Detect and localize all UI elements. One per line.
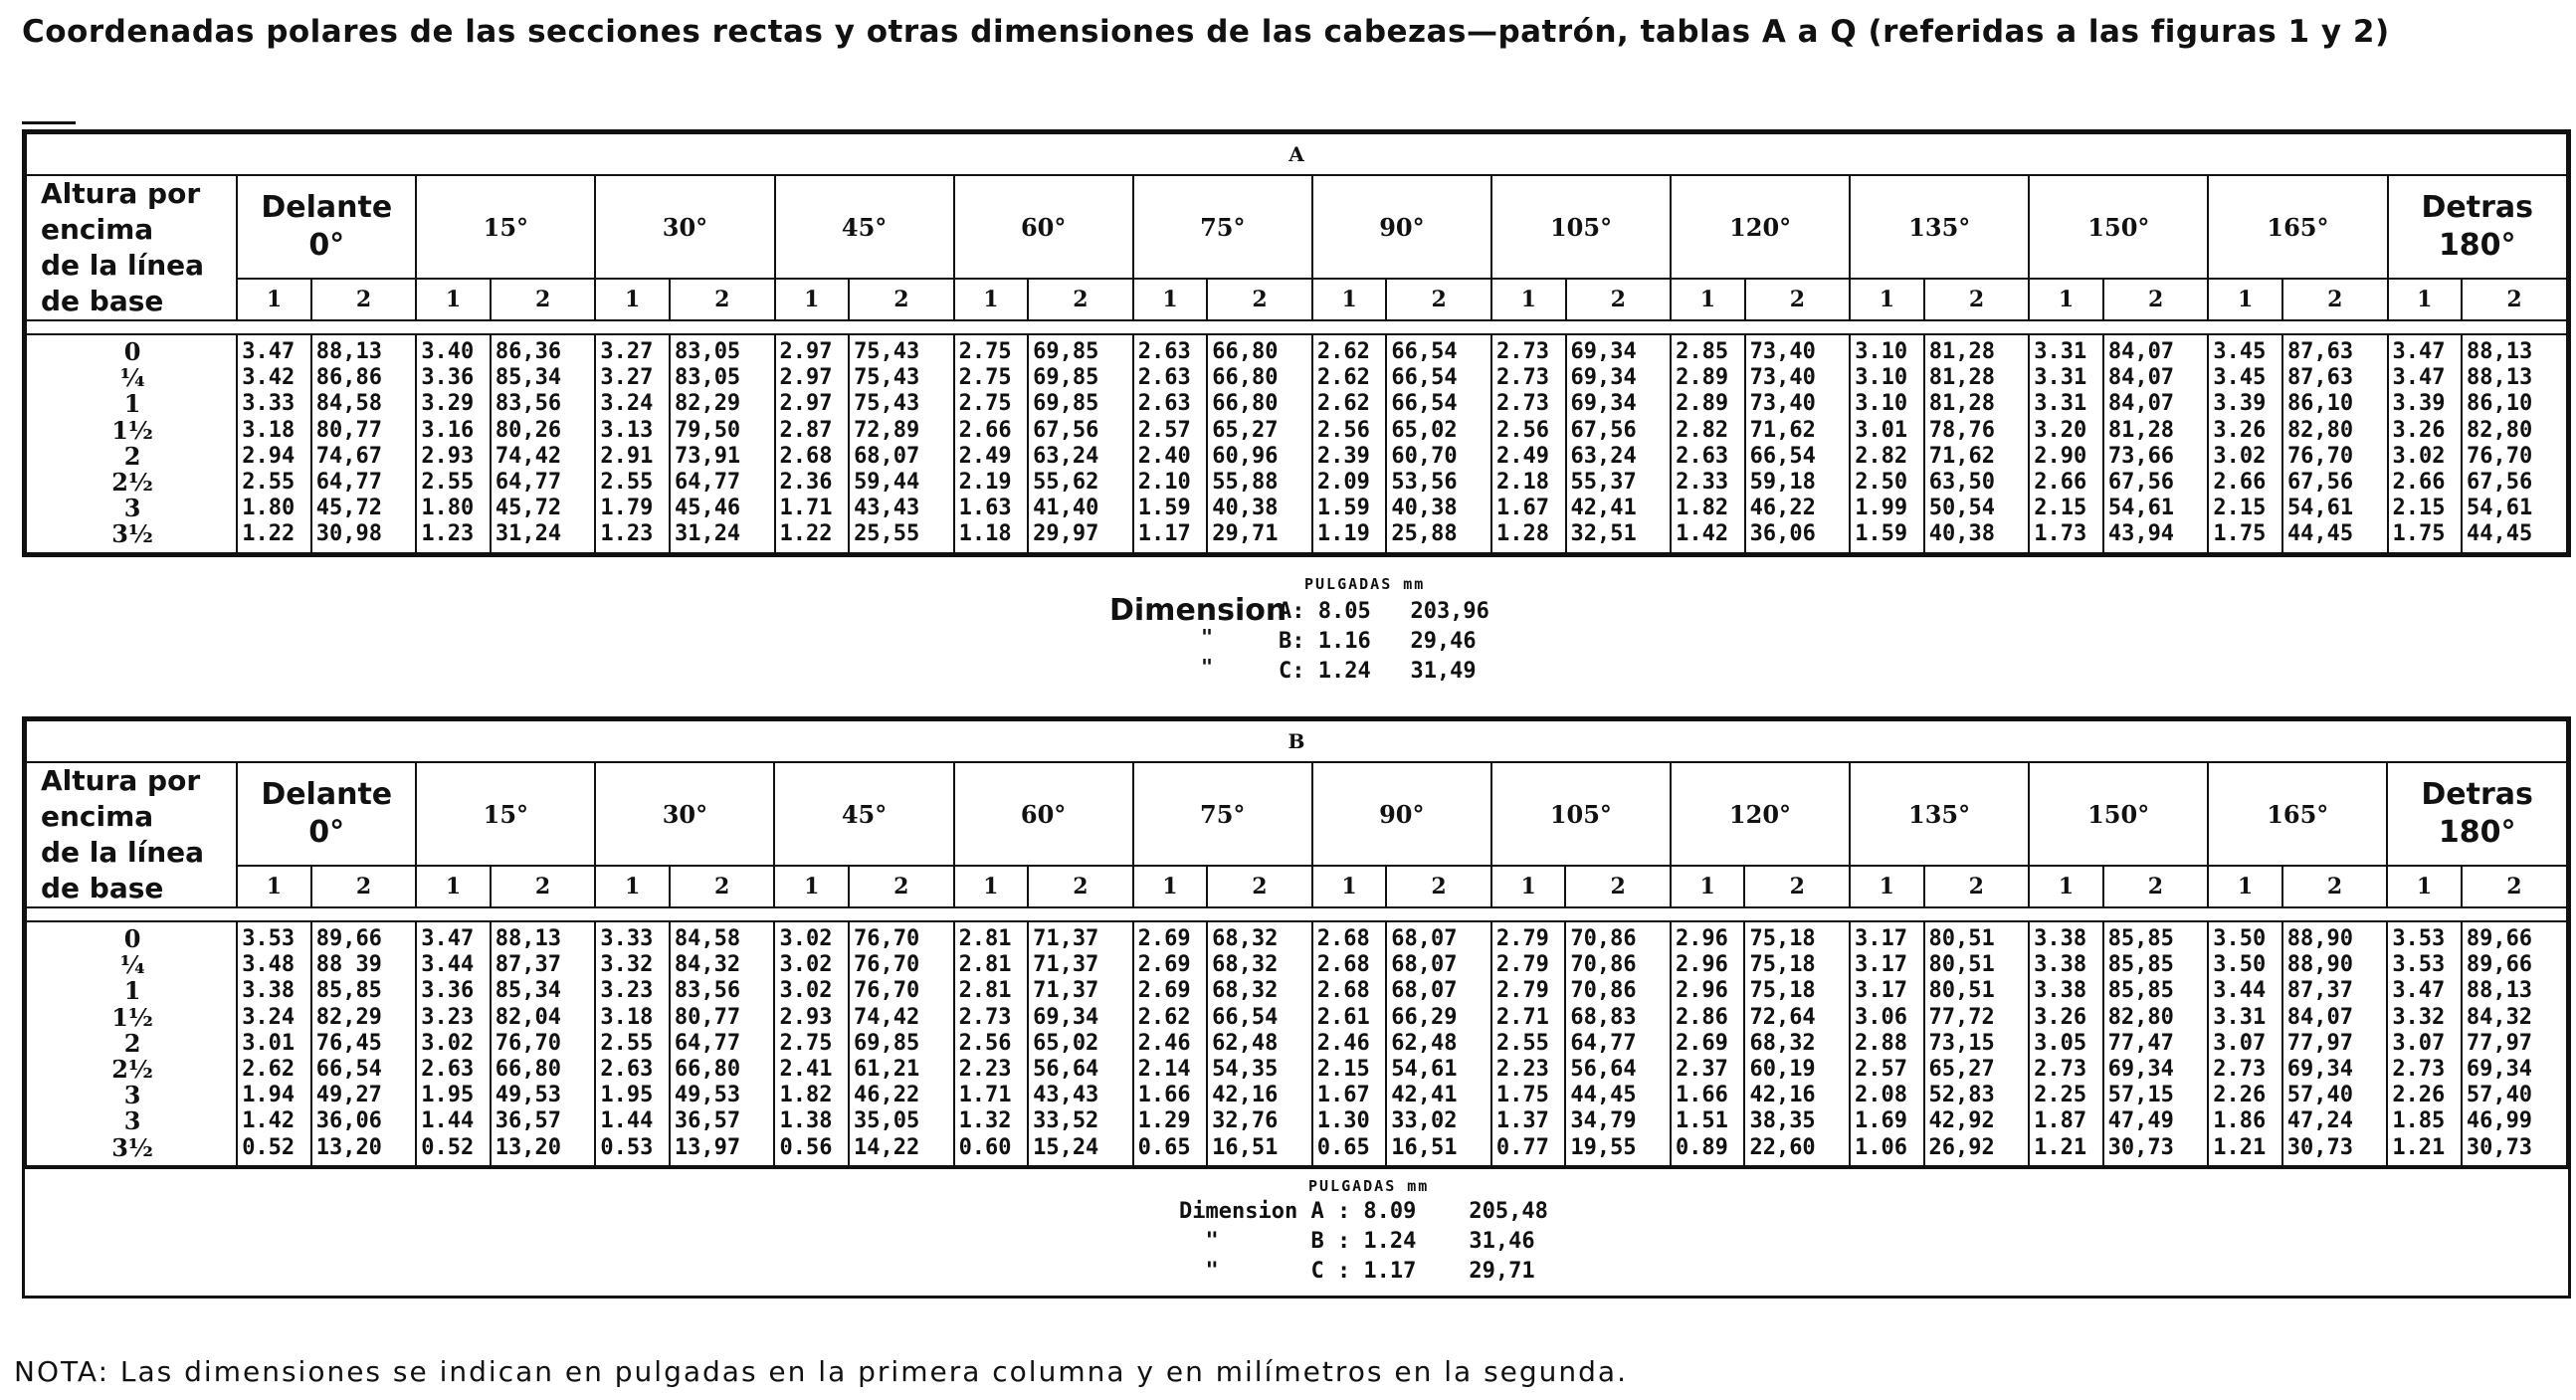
table-a-subheader-inch: 1 [1491, 279, 1566, 320]
table-a [25, 132, 2568, 554]
table-a-subheader-inch: 1 [2208, 279, 2282, 320]
table-b-body-row [26, 921, 2567, 1166]
table-a-letter: A [26, 133, 2567, 175]
table-a-header-angle: 120° [1671, 175, 1850, 279]
table-b-header-angle: 165° [2208, 762, 2387, 866]
table-b-col-inch: 2.69 2.69 2.69 2.62 2.46 2.14 1.66 1.29 0.65 [1133, 921, 1208, 1166]
table-a-col-mm: 69,34 69,34 69,34 67,56 63,24 55,37 42,41 32,51 [1566, 334, 1672, 553]
table-a-col-mm: 86,36 85,34 83,56 80,26 74,42 64,77 45,72 31,24 [491, 334, 596, 553]
table-a-subheader-inch: 1 [775, 279, 850, 320]
table-a-body-row [26, 334, 2567, 553]
table-a-dim-ditto: " [1201, 655, 1214, 679]
table-a-dim-row: B: 1.16 29,46 [1279, 629, 1477, 654]
table-b-subheader-inch: 1 [237, 866, 311, 907]
table-a-col-inch: 2.75 2.75 2.75 2.66 2.49 2.19 1.63 1.18 [954, 334, 1029, 553]
table-a-header-altura [26, 175, 237, 320]
table-b-subheader-inch: 1 [1671, 866, 1745, 907]
table-b-header-angle: 120° [1671, 762, 1850, 866]
table-a-col-inch: 3.10 3.10 3.10 3.01 2.82 2.50 1.99 1.59 [1850, 334, 1924, 553]
table-a-header-back-label: Detras [2421, 190, 2533, 226]
table-b-col-mm: 68,07 68,07 68,07 66,29 62,48 54,61 42,41 33,02 16,51 [1386, 921, 1491, 1166]
table-b-subheader-inch: 1 [1133, 866, 1208, 907]
table-a-dim-row: A: 8.05 203,96 [1279, 599, 1489, 624]
table-b-header-altura [26, 762, 237, 907]
table-b-subheader-mm: 2 [849, 866, 954, 907]
table-b-gap-row [26, 907, 2567, 921]
table-a-header-angle: 105° [1491, 175, 1671, 279]
table-b-col-inch: 3.38 3.38 3.38 3.26 3.05 2.73 2.25 1.87 1.21 [2029, 921, 2103, 1166]
table-b-header-angle: 135° [1850, 762, 2029, 866]
table-a-subheader-mm: 2 [311, 279, 417, 320]
table-a-block [22, 129, 2571, 557]
table-b-subheader-mm: 2 [1744, 866, 1850, 907]
page-title: Coordenadas polares de las secciones rectas y otras dimensiones de las cabezas—patrón, tablas A a Q (referidas a las figuras 1 y 2) [22, 14, 2390, 50]
table-a-col-inch: 2.85 2.89 2.89 2.82 2.63 2.33 1.82 1.42 [1671, 334, 1745, 553]
table-b-col-mm: 85,85 85,85 85,85 82,80 77,47 69,34 57,15 47,49 30,73 [2103, 921, 2209, 1166]
table-a-header-angle: 165° [2208, 175, 2387, 279]
table-b-header-back [2387, 762, 2567, 866]
table-b-col-mm: 75,18 75,18 75,18 72,64 68,32 60,19 42,16 38,35 22,60 [1744, 921, 1850, 1166]
table-b-subheader-mm: 2 [2103, 866, 2209, 907]
table-b-subheader-mm: 2 [311, 866, 417, 907]
table-a-col-mm: 88,13 86,86 84,58 80,77 74,67 64,77 45,72 30,98 [311, 334, 417, 553]
table-b-gap-cell [26, 907, 2567, 921]
table-a-col-inch: 2.62 2.62 2.62 2.56 2.39 2.09 1.59 1.19 [1312, 334, 1387, 553]
table-b-subheader-mm: 2 [1028, 866, 1133, 907]
table-a-col-mm: 81,28 81,28 81,28 78,76 71,62 63,50 50,54 40,38 [1924, 334, 2030, 553]
table-b-col-mm: 84,58 84,32 83,56 80,77 64,77 66,80 49,53 36,57 13,97 [670, 921, 775, 1166]
table-a-subheader-inch: 1 [416, 279, 491, 320]
table-a-col-inch: 3.45 3.45 3.39 3.26 3.02 2.66 2.15 1.75 [2208, 334, 2282, 553]
table-a-header-row [26, 175, 2567, 279]
table-a-col-mm: 73,40 73,40 73,40 71,62 66,54 59,18 46,22 36,06 [1745, 334, 1851, 553]
table-a-col-mm: 88,13 88,13 86,10 82,80 76,70 67,56 54,61 44,45 [2462, 334, 2567, 553]
table-a-subheader-mm: 2 [1207, 279, 1312, 320]
table-a-col-mm: 66,80 66,80 66,80 65,27 60,96 55,88 40,38 29,71 [1207, 334, 1312, 553]
table-a-col-inch: 3.47 3.42 3.33 3.18 2.94 2.55 1.80 1.22 [237, 334, 311, 553]
table-b-col-inch: 3.33 3.32 3.23 3.18 2.55 2.63 1.95 1.44 0.53 [595, 921, 670, 1166]
table-b-header-front-label: Delante [261, 777, 393, 813]
table-a-col-mm: 83,05 83,05 82,29 79,50 73,91 64,77 45,46 31,24 [670, 334, 775, 553]
table-a-col-inch: 3.47 3.47 3.39 3.26 3.02 2.66 2.15 1.75 [2388, 334, 2463, 553]
table-b-col-inch: 3.47 3.44 3.36 3.23 3.02 2.63 1.95 1.44 0.52 [416, 921, 491, 1166]
table-b-subheader-inch: 1 [595, 866, 670, 907]
table-a-subheader-mm: 2 [849, 279, 954, 320]
table-b-subheader-mm: 2 [2282, 866, 2388, 907]
table-a-col-inch: 2.63 2.63 2.63 2.57 2.40 2.10 1.59 1.17 [1133, 334, 1208, 553]
table-b-col-inch: 2.68 2.68 2.68 2.61 2.46 2.15 1.67 1.30 0.65 [1312, 921, 1387, 1166]
table-a-header-altura-line1: Altura por encima [41, 177, 201, 246]
table-a-subheader-inch: 1 [2388, 279, 2463, 320]
table-b-header-back-angle: 180° [2438, 815, 2516, 851]
table-a-header-front-angle: 0° [308, 228, 345, 264]
table-b-subheader-mm: 2 [2462, 866, 2567, 907]
table-a-subheader-mm: 2 [1386, 279, 1491, 320]
table-b-col-mm: 80,51 80,51 80,51 77,72 73,15 65,27 52,83 42,92 26,92 [1924, 921, 2030, 1166]
table-b-subheader-inch: 1 [774, 866, 849, 907]
table-a-subheader-mm: 2 [2462, 279, 2567, 320]
table-b-header-altura-line1: Altura por encima [41, 764, 201, 833]
table-a-col-inch: 2.97 2.97 2.97 2.87 2.68 2.36 1.71 1.22 [775, 334, 850, 553]
table-a-subheader-mm: 2 [1566, 279, 1672, 320]
table-b-col-mm: 71,37 71,37 71,37 69,34 65,02 56,64 43,43 33,52 15,24 [1028, 921, 1133, 1166]
table-a-subheader-inch: 1 [1312, 279, 1387, 320]
table-a-col-inch: 2.73 2.73 2.73 2.56 2.49 2.18 1.67 1.28 [1491, 334, 1566, 553]
table-b-header-back-label: Detras [2421, 777, 2533, 813]
table-a-subheader-mm: 2 [2103, 279, 2209, 320]
table-b-subheader-inch: 1 [1491, 866, 1566, 907]
table-a-subheader-mm: 2 [1028, 279, 1133, 320]
table-b-subheader-mm: 2 [1924, 866, 2030, 907]
table-a-subheader-mm: 2 [1745, 279, 1851, 320]
table-b-col-mm: 68,32 68,32 68,32 66,54 62,48 54,35 42,16 32,76 16,51 [1207, 921, 1312, 1166]
table-a-subheader-inch: 1 [595, 279, 670, 320]
table-b-letter: B [26, 720, 2567, 762]
table-b-col-mm: 89,66 88 39 85,85 82,29 76,45 66,54 49,27 36,06 13,20 [311, 921, 417, 1166]
table-b-subheader-inch: 1 [2387, 866, 2462, 907]
table-b-header-angle: 150° [2029, 762, 2208, 866]
table-b-col-mm: 88,90 88,90 87,37 84,07 77,97 69,34 57,40 47,24 30,73 [2282, 921, 2388, 1166]
table-b-subheader-mm: 2 [670, 866, 775, 907]
table-a-subheader-inch: 1 [237, 279, 311, 320]
table-b-subheader-inch: 1 [1312, 866, 1387, 907]
table-a-subheader-row [26, 279, 2567, 320]
table-b [25, 719, 2568, 1167]
table-a-col-inch: 3.40 3.36 3.29 3.16 2.93 2.55 1.80 1.23 [416, 334, 491, 553]
table-a-subheader-mm: 2 [2282, 279, 2388, 320]
table-b-col-mm: 70,86 70,86 70,86 68,83 64,77 56,64 44,45 34,79 19,55 [1565, 921, 1671, 1166]
table-b-header-altura-line2: de la línea de base [41, 836, 205, 904]
table-b-header-front-angle: 0° [308, 815, 345, 851]
table-a-subheader-inch: 1 [954, 279, 1029, 320]
table-a-header-back-angle: 180° [2438, 228, 2516, 264]
table-a-subheader-mm: 2 [1924, 279, 2030, 320]
footnote: NOTA: Las dimensiones se indican en pulgadas en la primera columna y en milímetros en la segunda. [14, 1355, 1628, 1388]
table-b-subheader-inch: 1 [954, 866, 1029, 907]
table-a-dim-row: C: 1.24 31,49 [1279, 659, 1477, 684]
table-b-header-angle: 90° [1312, 762, 1491, 866]
table-b-col-mm: 89,66 89,66 88,13 84,32 77,97 69,34 57,40 46,99 30,73 [2462, 921, 2567, 1166]
table-b-col-mm: 88,13 87,37 85,34 82,04 76,70 66,80 49,53 36,57 13,20 [491, 921, 596, 1166]
table-a-col-mm: 87,63 87,63 86,10 82,80 76,70 67,56 54,61 44,45 [2282, 334, 2388, 553]
table-b-subheader-mm: 2 [491, 866, 596, 907]
table-a-subheader-inch: 1 [1671, 279, 1745, 320]
table-a-header-angle: 150° [2029, 175, 2208, 279]
table-a-dimensions [1109, 575, 1527, 691]
table-a-header-back [2388, 175, 2567, 279]
table-b-subheader-mm: 2 [1207, 866, 1312, 907]
table-b-subheader-inch: 1 [416, 866, 491, 907]
table-a-col-inch: 3.27 3.27 3.24 3.13 2.91 2.55 1.79 1.23 [595, 334, 670, 553]
table-b-subheader-inch: 1 [2208, 866, 2282, 907]
table-a-header-angle: 30° [595, 175, 774, 279]
table-a-gap-row [26, 320, 2567, 334]
table-a-dim-label: Dimension [1109, 593, 1288, 628]
table-b-subheader-inch: 1 [1850, 866, 1924, 907]
table-a-header-angle: 60° [954, 175, 1133, 279]
table-a-subheader-inch: 1 [2029, 279, 2103, 320]
table-a-header-angle: 90° [1312, 175, 1491, 279]
table-b-dim-row: Dimension A : 8.09 205,48 [1179, 1198, 1548, 1224]
table-a-col-mm: 69,85 69,85 69,85 67,56 63,24 55,62 41,40 29,97 [1028, 334, 1133, 553]
table-a-subheader-inch: 1 [1850, 279, 1924, 320]
table-b-header-angle: 105° [1491, 762, 1671, 866]
table-b-dim-row: " C : 1.17 29,71 [1179, 1258, 1535, 1284]
table-a-col-mm: 66,54 66,54 66,54 65,02 60,70 53,56 40,38 25,88 [1386, 334, 1491, 553]
table-b-heights: 0 ¼ 1 1½ 2 2½ 3 3 3½ [26, 921, 237, 1166]
table-a-col-mm: 84,07 84,07 84,07 81,28 73,66 67,56 54,61 43,94 [2103, 334, 2209, 553]
table-b-dimensions [25, 1167, 2568, 1296]
table-a-heights: 0 ¼ 1 1½ 2 2½ 3 3½ [26, 334, 237, 553]
table-a-col-inch: 3.31 3.31 3.31 3.20 2.90 2.66 2.15 1.73 [2029, 334, 2103, 553]
table-a-subheader-mm: 2 [491, 279, 596, 320]
table-b-col-inch: 3.53 3.48 3.38 3.24 3.01 2.62 1.94 1.42 0.52 [237, 921, 311, 1166]
table-a-header-angle: 45° [775, 175, 954, 279]
table-b-col-mm: 76,70 76,70 76,70 74,42 69,85 61,21 46,22 35,05 14,22 [849, 921, 954, 1166]
table-a-col-mm: 75,43 75,43 75,43 72,89 68,07 59,44 43,43 25,55 [849, 334, 954, 553]
table-b-header-row [26, 762, 2567, 866]
table-b-header-angle: 45° [774, 762, 953, 866]
table-b-subheader-mm: 2 [1565, 866, 1671, 907]
table-a-header-altura-line2: de la línea de base [41, 249, 205, 317]
table-a-gap-cell [26, 320, 2567, 334]
table-b-subheader-mm: 2 [1386, 866, 1491, 907]
table-b-header-angle: 60° [954, 762, 1133, 866]
table-b-subheader-row [26, 866, 2567, 907]
table-b-col-inch: 3.02 3.02 3.02 2.93 2.75 2.41 1.82 1.38 0.56 [774, 921, 849, 1166]
table-a-header-front [237, 175, 416, 279]
table-b-header-angle: 15° [416, 762, 595, 866]
table-b-dim-units: PULGADAS mm [1308, 1176, 1430, 1195]
table-b-header-angle: 30° [595, 762, 774, 866]
table-b-dim-row: " B : 1.24 31,46 [1179, 1228, 1535, 1254]
table-b-col-inch: 2.96 2.96 2.96 2.86 2.69 2.37 1.66 1.51 0.89 [1671, 921, 1745, 1166]
table-a-dim-units: PULGADAS mm [1304, 575, 1426, 593]
table-a-subheader-inch: 1 [1133, 279, 1208, 320]
table-b-col-inch: 2.81 2.81 2.81 2.73 2.56 2.23 1.71 1.32 0.60 [954, 921, 1029, 1166]
title-rule [22, 121, 76, 124]
table-a-header-angle: 135° [1850, 175, 2029, 279]
table-a-dim-ditto: " [1201, 625, 1214, 649]
table-b-col-inch: 2.79 2.79 2.79 2.71 2.55 2.23 1.75 1.37 0.77 [1491, 921, 1566, 1166]
table-a-header-front-label: Delante [261, 190, 393, 226]
table-b-col-inch: 3.53 3.53 3.47 3.32 3.07 2.73 2.26 1.85 1.21 [2387, 921, 2462, 1166]
table-a-header-angle: 15° [416, 175, 595, 279]
table-b-subheader-inch: 1 [2029, 866, 2103, 907]
table-b-header-front [237, 762, 416, 866]
table-a-subheader-mm: 2 [670, 279, 775, 320]
table-b-col-inch: 3.50 3.50 3.44 3.31 3.07 2.73 2.26 1.86 1.21 [2208, 921, 2282, 1166]
table-b-header-angle: 75° [1133, 762, 1312, 866]
table-b-block [22, 716, 2571, 1299]
table-a-header-angle: 75° [1133, 175, 1312, 279]
table-b-col-inch: 3.17 3.17 3.17 3.06 2.88 2.57 2.08 1.69 1.06 [1850, 921, 1924, 1166]
